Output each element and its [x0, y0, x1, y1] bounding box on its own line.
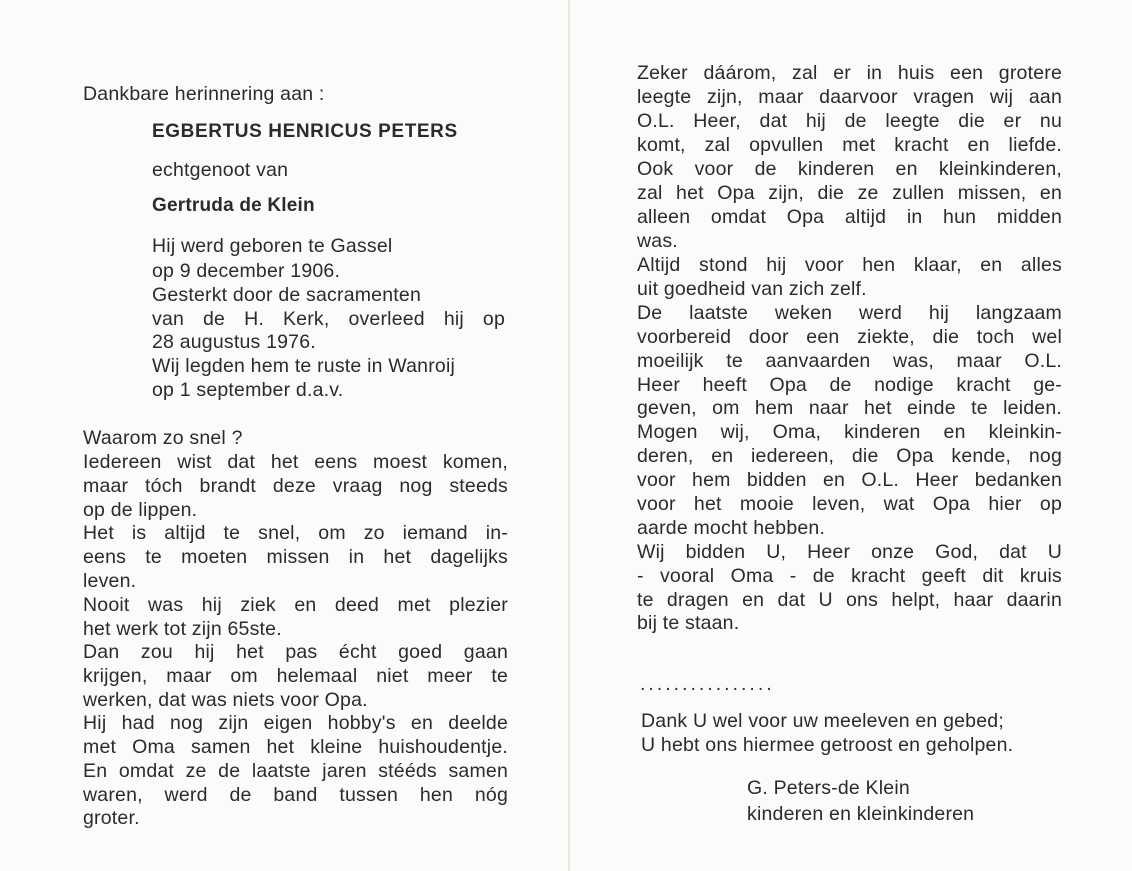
text-line: voorbereid door een ziekte, die toch wel: [637, 326, 1062, 348]
text-line: leegte zijn, maar daarvoor vragen wij aan: [637, 86, 1062, 108]
relation-text: echtgenoot van: [152, 159, 289, 181]
dotted-separator: ................: [640, 673, 775, 695]
text-line: groter.: [83, 807, 140, 829]
intro-line: Dankbare herinnering aan :: [83, 83, 325, 105]
text-line: voor het mooie leven, wat Opa hier op: [637, 493, 1062, 515]
deceased-name: EGBERTUS HENRICUS PETERS: [152, 121, 458, 142]
text-line: maar tóch brandt deze vraag nog steeds: [83, 475, 508, 497]
text-line: voor hem bidden en O.L. Heer bedanken: [637, 469, 1062, 491]
text-line: Waarom zo snel ?: [83, 427, 243, 449]
text-line: Zeker dáárom, zal er in huis een grotere: [637, 62, 1062, 84]
text-line: Mogen wij, Oma, kinderen en kleinkin-: [637, 421, 1062, 443]
text-line: - vooral Oma - de kracht geeft dit kruis: [637, 565, 1062, 587]
bio-line: op 1 september d.a.v.: [152, 379, 344, 401]
text-line: Wij bidden U, Heer onze God, dat U: [637, 541, 1062, 563]
text-line: deren, en iedereen, die Opa kende, nog: [637, 445, 1062, 467]
text-line: Hij had nog zijn eigen hobby's en deelde: [83, 712, 508, 734]
text-line: leven.: [83, 570, 137, 592]
text-line: werken, dat was niets voor Opa.: [83, 689, 368, 711]
text-line: uit goedheid van zich zelf.: [637, 278, 867, 300]
text-line: op de lippen.: [83, 499, 198, 521]
bio-line: Wij legden hem te ruste in Wanroij: [152, 355, 456, 377]
text-line: te dragen en dat U ons helpt, haar daarin: [637, 589, 1062, 611]
bio-line: van de H. Kerk, overleed hij op: [152, 308, 505, 330]
text-line: komt, zal opvullen met kracht en liefde.: [637, 134, 1062, 156]
text-line: moeilijk te aanvaarden was, maar O.L.: [637, 350, 1062, 372]
text-line: waren, werd de band tussen hen nóg: [83, 784, 508, 806]
text-line: eens te moeten missen in het dagelijks: [83, 546, 508, 568]
text-line: Ook voor de kinderen en kleinkinderen,: [637, 158, 1062, 180]
text-line: En omdat ze de laatste jaren stééds samen: [83, 760, 508, 782]
text-line: De laatste weken werd hij langzaam: [637, 302, 1062, 324]
bio-line: Gesterkt door de sacramenten: [152, 284, 421, 306]
spouse-name: Gertruda de Klein: [152, 195, 315, 216]
bio-line: Hij werd geboren te Gassel: [152, 235, 393, 257]
text-line: aarde mocht hebben.: [637, 517, 826, 539]
right-page: [570, 0, 1132, 871]
text-line: met Oma samen het kleine huishoudentje.: [83, 736, 508, 758]
text-line: Iedereen wist dat het eens moest komen,: [83, 451, 508, 473]
text-line: bij te staan.: [637, 612, 740, 634]
bio-line: 28 augustus 1976.: [152, 331, 316, 353]
text-line: Nooit was hij ziek en deed met plezier: [83, 594, 508, 616]
text-line: Dan zou hij het pas écht goed gaan: [83, 641, 508, 663]
text-line: krijgen, maar om helemaal niet meer te: [83, 665, 508, 687]
thanks-line: Dank U wel voor uw meeleven en gebed;: [641, 710, 1004, 732]
thanks-line: U hebt ons hiermee getroost en geholpen.: [641, 734, 1014, 756]
text-line: geven, om hem naar het einde te leiden.: [637, 397, 1062, 419]
text-line: zal het Opa zijn, die ze zullen missen, en: [637, 182, 1062, 204]
signature-line: kinderen en kleinkinderen: [747, 803, 975, 825]
text-line: Altijd stond hij voor hen klaar, en alles: [637, 254, 1062, 276]
text-line: Heer heeft Opa de nodige kracht ge-: [637, 374, 1062, 396]
text-line: O.L. Heer, dat hij de leegte die er nu: [637, 110, 1062, 132]
text-line: alleen omdat Opa altijd in hun midden: [637, 206, 1062, 228]
text-line: het werk tot zijn 65ste.: [83, 618, 282, 640]
signature-line: G. Peters-de Klein: [747, 777, 910, 799]
bio-line: op 9 december 1906.: [152, 260, 341, 282]
text-line: was.: [637, 230, 678, 252]
text-line: Het is altijd te snel, om zo iemand in-: [83, 522, 508, 544]
